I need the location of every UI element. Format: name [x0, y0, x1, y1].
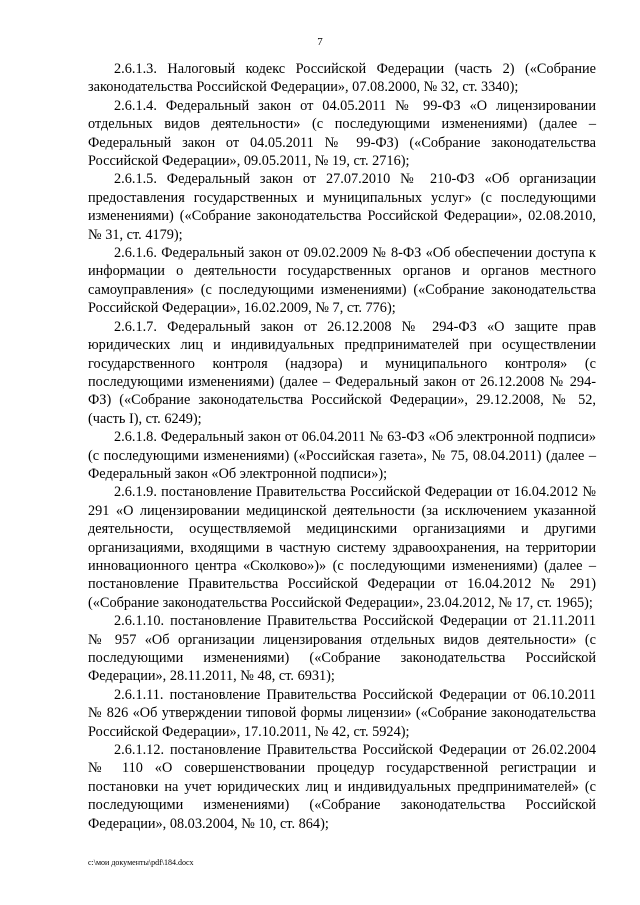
paragraph-2-6-1-11: 2.6.1.11. постановление Правительства Российской Федерации от 06.10.2011 № 826 «Об утверждении типовой формы лицензии» («Собрание законодательства Российской Федерации», 17.10.2011, № 42, ст. 5924);	[88, 686, 596, 740]
page-number: 7	[317, 36, 323, 48]
paragraph-2-6-1-6: 2.6.1.6. Федеральный закон от 09.02.2009 № 8-ФЗ «Об обеспечении доступа к информации о деятельности государственных органов и органов местного самоуправления» (с последующими изменениями) («Собрание законодательства Российской Федерации», 16.02.2009, № 7, ст. 776);	[88, 245, 596, 317]
paragraph-2-6-1-4: 2.6.1.4. Федеральный закон от 04.05.2011 № 99-ФЗ «О лицензировании отдельных видов деятельности» (с последующими изменениями) (далее – Федеральный закон от 04.05.2011 № 99-ФЗ) («Собрание законодательства Российской Федерации», 09.05.2011, № 19, ст. 2716);	[88, 97, 596, 170]
paragraph-2-6-1-9: 2.6.1.9. постановление Правительства Российской Федерации от 16.04.2012 № 291 «О лицензировании медицинской деятельности (за исключением указанной деятельности, осуществляемой медицинскими организациями и другими организациями, входящими в частную систему здравоохранения, на территории инновационного центра «Сколково»)» (с последующими изменениями) (далее – постановление Правительства Российской Федерации от 16.04.2012 № 291) («Собрание законодательства Российской Федерации», 23.04.2012, № 17, ст. 1965);	[88, 484, 596, 611]
paragraph-2-6-1-5: 2.6.1.5. Федеральный закон от 27.07.2010 № 210-ФЗ «Об организации предоставления государственных и муниципальных услуг» (с последующими изменениями) («Собрание законодательства Российской Федерации», 02.08.2010, № 31, ст. 4179);	[88, 171, 596, 243]
footer-file-path: c:\мои документы\pdf\184.docx	[88, 858, 194, 867]
paragraph-2-6-1-7: 2.6.1.7. Федеральный закон от 26.12.2008 № 294-ФЗ «О защите прав юридических лиц и индивидуальных предпринимателей при осуществлении государственного контроля (надзора) и муниципального контроля» (с последующими изменениями) (далее – Федеральный закон от 26.12.2008 № 294-ФЗ) («Собрание законодательства Российской Федерации», 29.12.2008, № 52, (часть I), ст. 6249);	[88, 318, 596, 427]
paragraph-2-6-1-10: 2.6.1.10. постановление Правительства Российской Федерации от 21.11.2011 № 957 «Об организации лицензирования отдельных видов деятельности» (с последующими изменениями) («Собрание законодательства Российской Федерации», 28.11.2011, № 48, ст. 6931);	[88, 613, 596, 685]
paragraph-2-6-1-8: 2.6.1.8. Федеральный закон от 06.04.2011 № 63-ФЗ «Об электронной подписи» (с последующими изменениями) («Российская газета», № 75, 08.04.2011) (далее – Федеральный закон «Об электронной подписи»);	[88, 429, 596, 482]
paragraph-2-6-1-12: 2.6.1.12. постановление Правительства Российской Федерации от 26.02.2004 № 110 «О совершенствовании процедур государственной регистрации и постановки на учет юридических лиц и индивидуальных предпринимателей» (с последующими изменениями) («Собрание законодательства Российской Федерации», 08.03.2004, № 10, ст. 864);	[88, 742, 596, 832]
paragraph-2-6-1-3: 2.6.1.3. Налоговый кодекс Российской Федерации (часть 2) («Собрание законодательства Российской Федерации», 07.08.2000, № 32, ст. 3340);	[88, 61, 596, 96]
document-body	[88, 60, 596, 833]
